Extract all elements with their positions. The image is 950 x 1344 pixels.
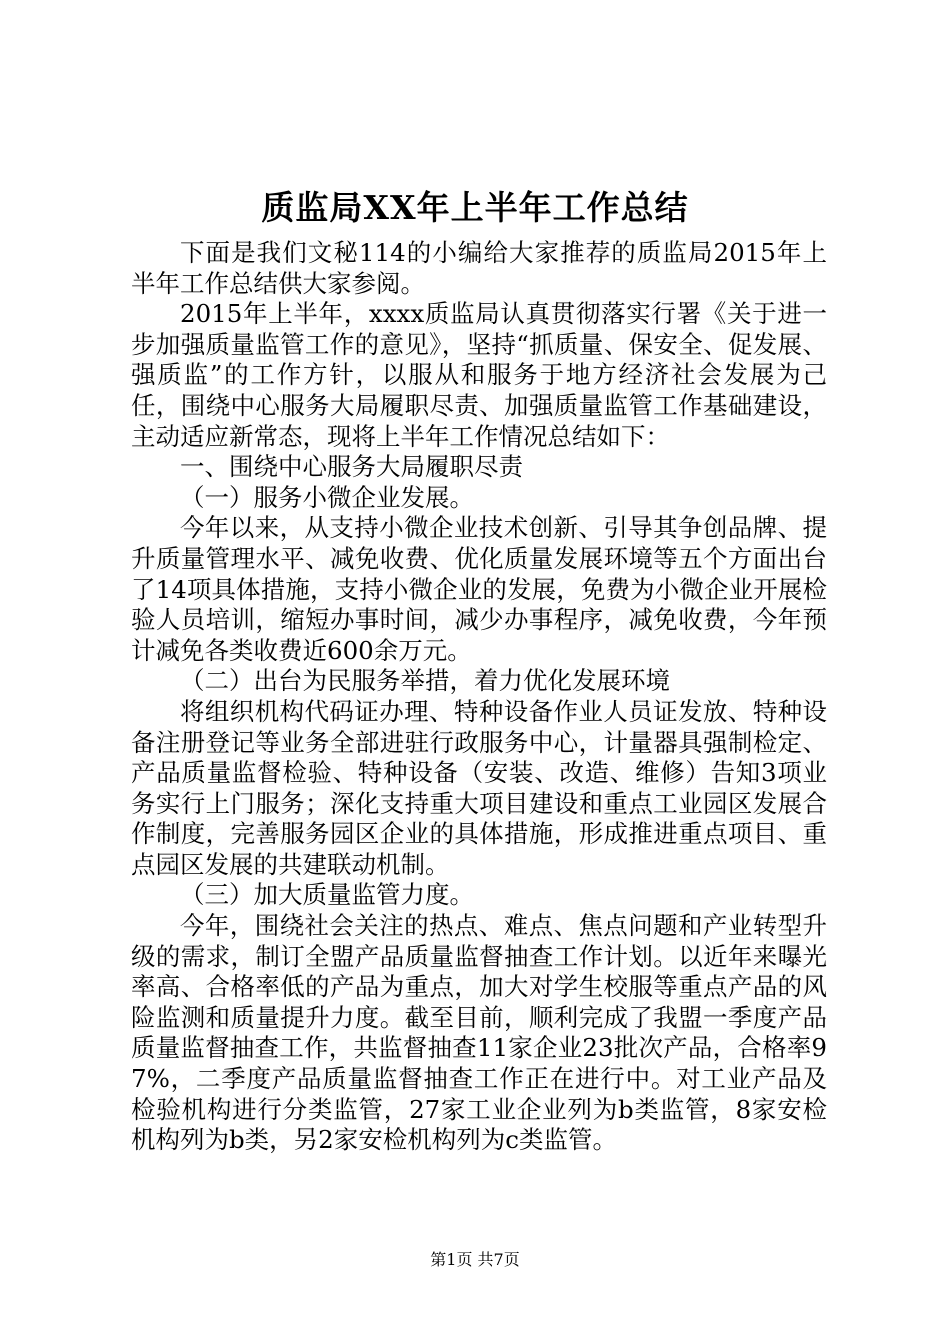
section-heading-1: 一、围绕中心服务大局履职尽责	[180, 452, 523, 482]
document-title: 质监局XX年上半年工作总结	[261, 188, 689, 227]
intro-paragraph: 下面是我们文秘114的小编给大家推荐的质监局2015年上半年工作总结供大家参阅。	[131, 238, 827, 298]
subsection-paragraph-1: 今年以来，从支持小微企业技术创新、引导其争创品牌、提升质量管理水平、减免收费、优化质量发展环境等五个方面出台了14项具体措施，支持小微企业的发展，免费为小微企业开展检验人员培训，缩短办事时间，减少办事程序，减免收费，今年预计减免各类收费近600余万元。	[131, 513, 827, 665]
subsection-paragraph-3: 今年，围绕社会关注的热点、难点、焦点问题和产业转型升级的需求，制订全盟产品质量监督抽查工作计划。以近年来曝光率高、合格率低的产品为重点，加大对学生校服等重点产品的风险监测和质量提升力度。截至目前，顺利完成了我盟一季度产品质量监督抽查工作，共监督抽查11家企业23批次产品，合格率97%，二季度产品质量监督抽查工作正在进行中。对工业产品及检验机构进行分类监管，27家工业企业列为b类监管，8家安检机构列为b类，另2家安检机构列为c类监管。	[131, 911, 827, 1155]
summary-paragraph: 2015年上半年，xxxx质监局认真贯彻落实行署《关于进一步加强质量监管工作的意见》，坚持“抓质量、保安全、促发展、强质监”的工作方针，以服从和服务于地方经济社会发展为己任，围绕中心服务大局履职尽责、加强质量监管工作基础建设，主动适应新常态，现将上半年工作情况总结如下：	[131, 299, 827, 451]
subsection-paragraph-2: 将组织机构代码证办理、特种设备作业人员证发放、特种设备注册登记等业务全部进驻行政服务中心，计量器具强制检定、产品质量监督检验、特种设备（安装、改造、维修）告知3项业务实行上门服务；深化支持重大项目建设和重点工业园区发展合作制度，完善服务园区企业的具体措施，形成推进重点项目、重点园区发展的共建联动机制。	[131, 696, 827, 879]
document-body	[131, 238, 827, 1156]
subsection-heading-2: （二）出台为民服务举措，着力优化发展环境	[180, 666, 670, 696]
subsection-heading-1: （一）服务小微企业发展。	[180, 482, 474, 512]
page-footer: 第1页 共7页	[430, 1250, 520, 1269]
subsection-heading-3: （三）加大质量监管力度。	[180, 880, 474, 910]
